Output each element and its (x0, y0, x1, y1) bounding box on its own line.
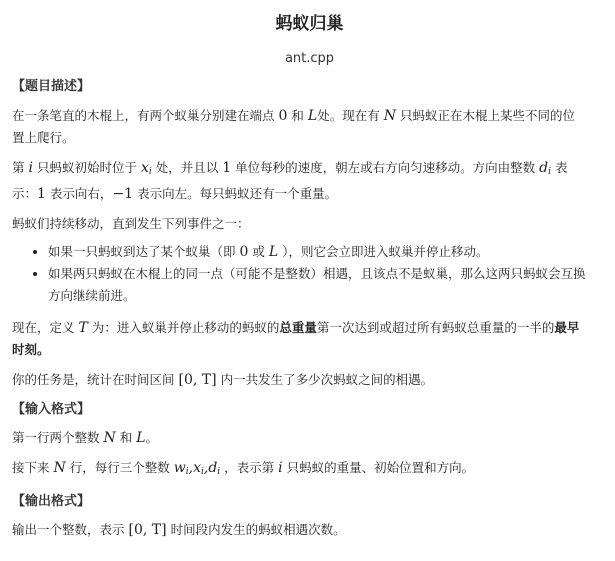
description-paragraph-2 (12, 157, 607, 205)
output-paragraph-1 (12, 519, 607, 541)
math-N: N (383, 108, 396, 124)
list-item (48, 241, 607, 263)
text-run: 时间段内发生的蚂蚁相遇次数。 (170, 522, 346, 537)
text-run: 和 (119, 430, 133, 445)
bold-text: 时刻。 (12, 342, 50, 357)
math-d-i (539, 160, 551, 176)
text-run: 表示向左。每只蚂蚁还有一个重量。 (137, 186, 338, 201)
description-paragraph-1 (12, 105, 607, 149)
text-run: 单位每秒的速度，朝左或右方向匀速移动。方向由整数 (235, 160, 536, 175)
math-symbol: x (193, 460, 201, 476)
text-run: 只蚂蚁正在木棍上某些不同的位 (399, 108, 575, 123)
text-run: 第一次达到或超过所有蚂蚁总重量的一半的 (316, 320, 555, 335)
text-run: 如果两只蚂蚁在木棍上的同一点（可能不是整数）相遇，且该点不是蚁巢，那么这两只蚂蚁会互换 (48, 266, 586, 281)
math-i: i (28, 160, 33, 176)
text-run: 示： (12, 186, 38, 201)
list-item (48, 263, 607, 307)
section-heading-input: 【输入格式】 (12, 402, 91, 417)
math-L: L (136, 430, 146, 446)
text-run: 表示向右， (49, 186, 113, 201)
math-subscript: i (185, 467, 189, 477)
math-L: L (268, 244, 279, 260)
bold-text: 最早 (554, 320, 580, 335)
text-run: 只蚂蚁的重量、初始位置和方向。 (286, 460, 475, 475)
text-run: 第 (12, 160, 25, 175)
text-run: ，表示第 (224, 460, 275, 475)
text-run: 为：进入蚁巢并停止移动的蚂蚁的 (91, 320, 280, 335)
text-run: 和 (291, 108, 304, 123)
text-run: 置上爬行。 (12, 130, 75, 145)
math-interval: [0, T] (128, 522, 167, 538)
text-run: 输出一个整数，表示 (12, 522, 125, 537)
math-separator: , (188, 460, 194, 476)
text-run: 或 (252, 244, 265, 259)
math-w-x-d (174, 460, 220, 476)
math-interval: [0, T] (178, 372, 217, 388)
math-subscript: i (548, 167, 552, 177)
math-zero: 0 (278, 108, 288, 124)
text-run: 你的任务是，统计在时间区间 (12, 372, 175, 387)
math-x-i (141, 160, 152, 176)
math-one: 1 (37, 186, 46, 202)
text-run: 行，每行三个整数 (69, 460, 170, 475)
text-run: 现在，定义 (12, 320, 75, 335)
text-run: 处，并且以 (155, 160, 219, 175)
text-run: 内一共发生了多少次蚂蚁之间的相遇。 (220, 372, 434, 387)
text-run: 表 (555, 160, 568, 175)
text-run: 接下来 (12, 460, 50, 475)
math-subscript: i (200, 467, 204, 477)
description-paragraph-4 (12, 317, 607, 361)
text-run: ），则它会立即进入蚁巢并停止移动。 (282, 244, 489, 259)
text-run: 处。现在有 (317, 108, 380, 123)
text-run: 如果一只蚂蚁到达了某个蚁巢（即 (48, 244, 236, 259)
math-one: 1 (222, 160, 232, 176)
math-separator: , (203, 460, 209, 476)
math-minus-one: −1 (112, 186, 134, 202)
section-heading-description: 【题目描述】 (12, 79, 91, 94)
math-subscript: i (148, 167, 152, 177)
text-run: 只蚂蚁初始时位于 (36, 160, 137, 175)
section-heading-output: 【输出格式】 (12, 494, 91, 509)
math-N: N (103, 430, 116, 446)
math-zero: 0 (239, 244, 249, 260)
text-run: 第一行两个整数 (12, 430, 100, 445)
description-paragraph-5 (12, 369, 607, 391)
math-symbol: d (539, 160, 549, 176)
math-N: N (53, 460, 66, 476)
event-list (12, 241, 607, 307)
math-L: L (307, 108, 318, 124)
input-paragraph-2 (12, 457, 607, 483)
source-filename: ant.cpp (284, 51, 335, 66)
input-paragraph-1 (12, 427, 607, 449)
text-run: 。 (145, 430, 159, 445)
math-T: T (78, 320, 88, 336)
text-run: 在一条笔直的木棍上，有两个蚁巢分别建在端点 (12, 108, 275, 123)
page-title: 蚂蚁归巢 (275, 14, 344, 34)
math-symbol: w (173, 460, 186, 476)
math-symbol: x (140, 160, 149, 176)
math-subscript: i (217, 467, 221, 477)
text-run: 方向继续前进。 (48, 288, 136, 303)
description-paragraph-3: 蚂蚁们持续移动，直到发生下列事件之一： (12, 216, 250, 231)
math-i: i (278, 460, 283, 476)
bold-text: 总重量 (279, 320, 317, 335)
math-symbol: d (208, 460, 218, 476)
